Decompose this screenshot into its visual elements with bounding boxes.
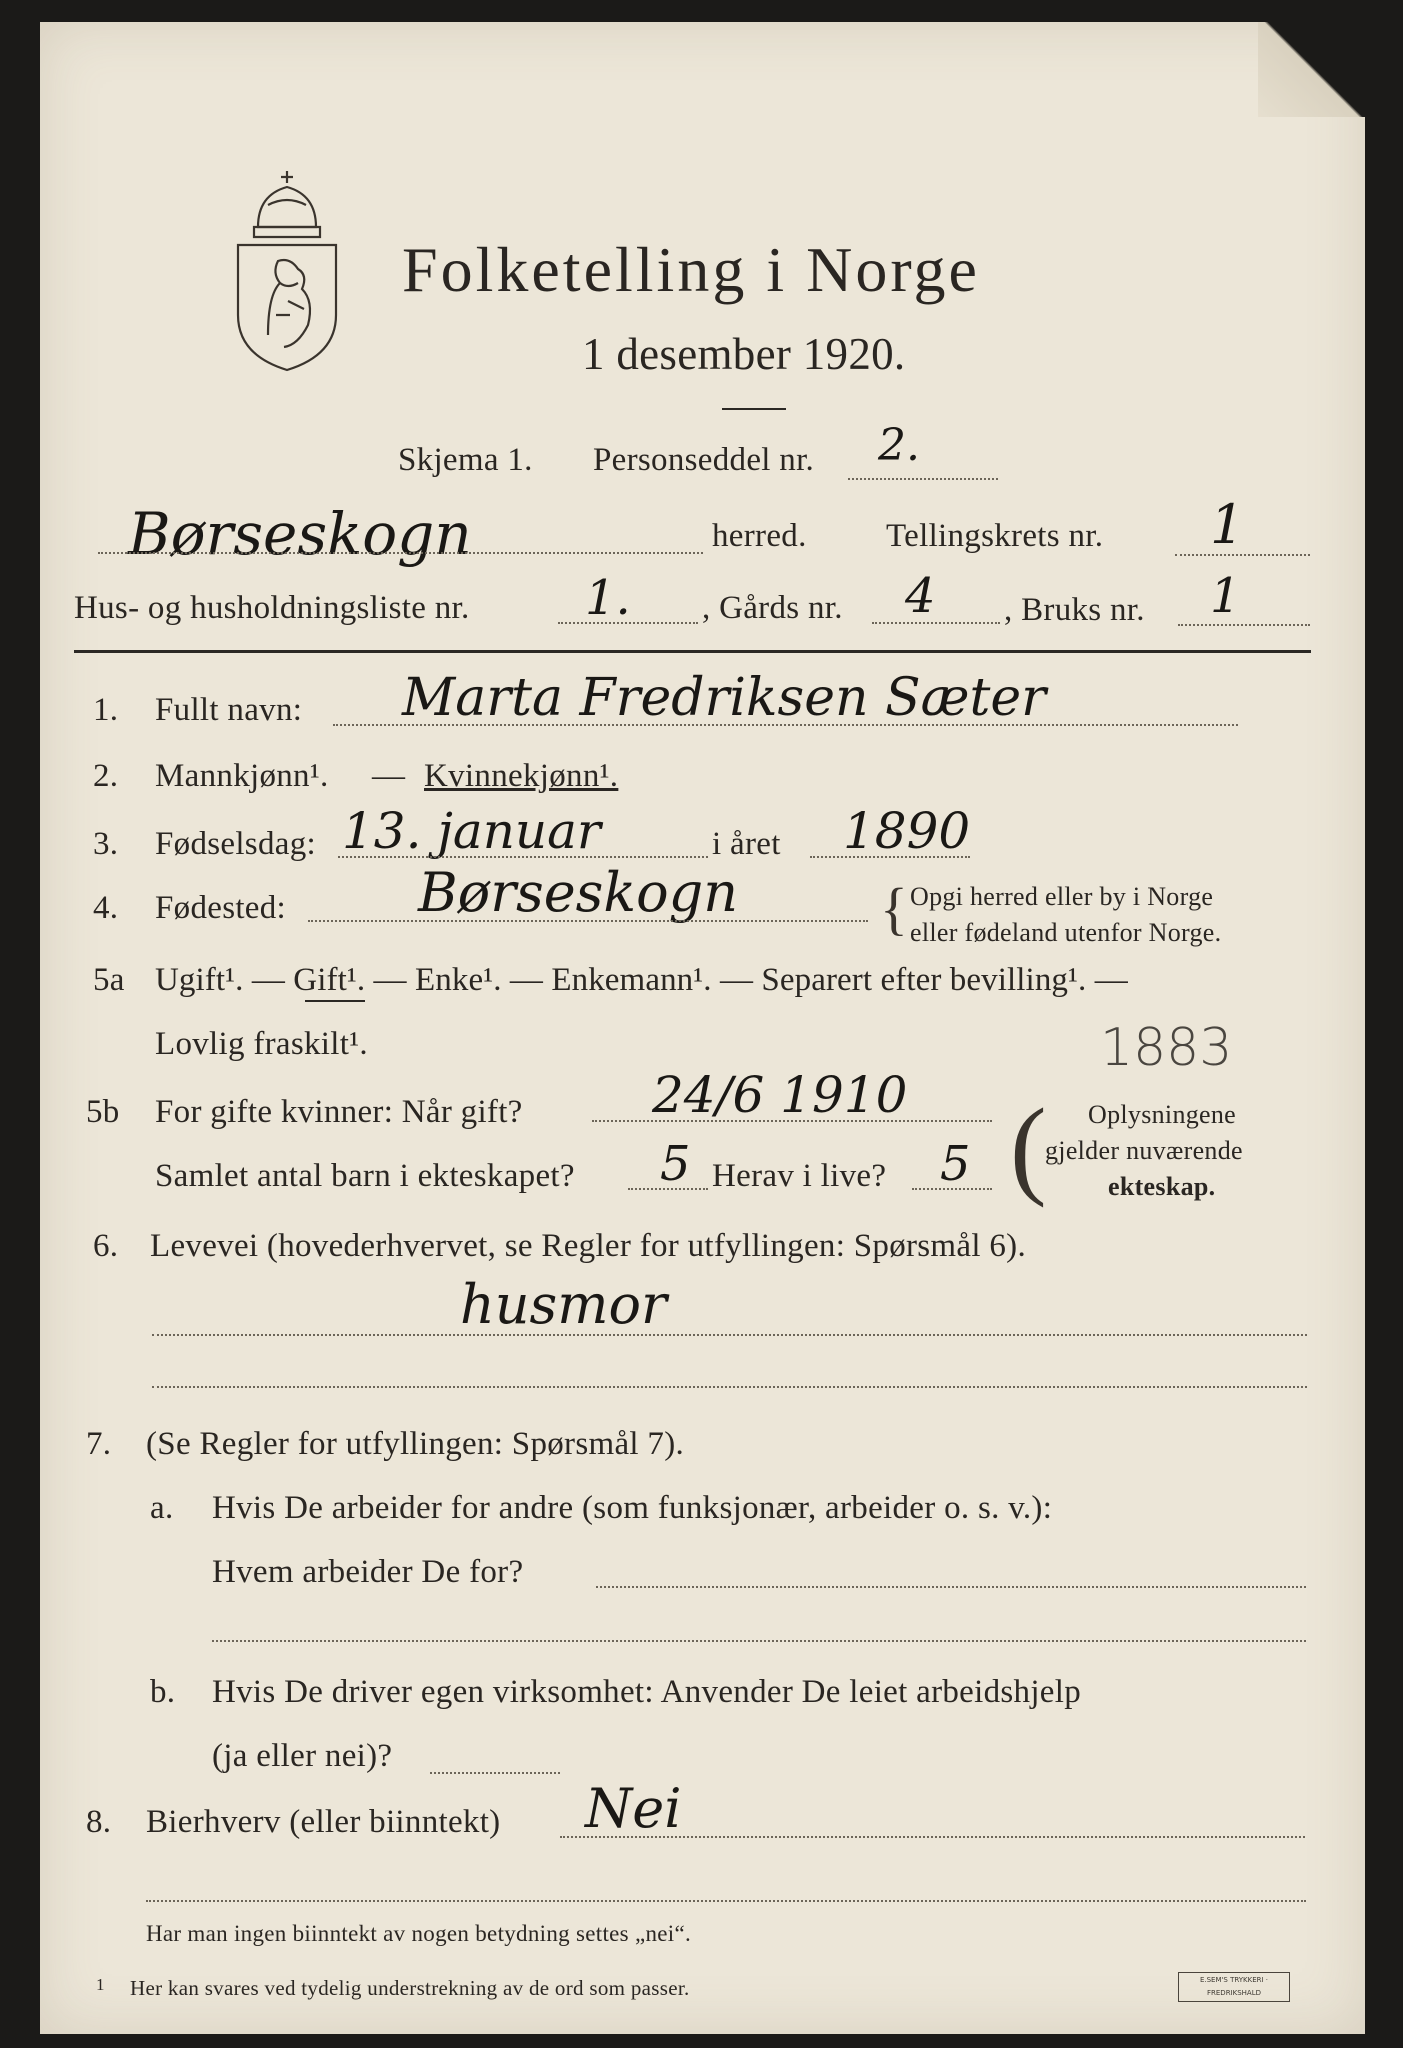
q7a-line2 [212,1640,1306,1642]
q6-number: 6. [93,1228,119,1264]
q1-full-name: Marta Fredriksen Sæter [402,668,1047,728]
q5b-paren: ( [1010,1086,1047,1208]
q6-label: Levevei (hovederhvervet, se Regler for utfyllingen: Spørsmål 6). [150,1228,1027,1264]
q2-male-option: Mannkjønn¹. [155,758,329,794]
q3-year-label: i året [712,826,781,862]
husliste-line [558,622,698,624]
q4-birthplace: Børseskogn [418,861,738,924]
bruks-value: 1 [1210,568,1241,624]
q7a-line1 [596,1586,1306,1588]
bruks-label: , Bruks nr. [1004,592,1145,628]
q8-line2 [146,1900,1306,1902]
q5b-note-line3: ekteskap. [1108,1172,1216,1201]
q7-label: (Se Regler for utfyllingen: Spørsmål 7). [146,1426,685,1462]
footnote-text: Her kan svares ved tydelig understrekning av de ord som passer. [130,1976,690,2000]
q7b-yes-no-label: (ja eller nei)? [212,1738,393,1774]
q2-female-option: Kvinnekjønn¹. [424,758,619,794]
q3-birth-year: 1890 [843,802,971,860]
q5b-alive-label: Herav i live? [712,1158,887,1194]
q3-birth-day: 13. januar [342,802,601,860]
q7a-question: Hvis De arbeider for andre (som funksjonær, arbeider o. s. v.): [212,1490,1053,1526]
q5b-children-label: Samlet antal barn i ekteskapet? [155,1158,575,1194]
q5b-note-line2: gjelder nuværende [1045,1136,1243,1165]
q3-year-line [810,856,970,858]
q5a-annotation: 1883 [1100,1018,1233,1078]
q3-number: 3. [93,826,119,862]
herred-line [98,552,703,554]
q1-number: 1. [93,692,119,728]
census-date: 1 desember 1920. [582,329,906,379]
q6-occupation: husmor [460,1273,667,1336]
footnote-number: 1 [96,1975,105,1994]
tellingskrets-line [1175,554,1310,556]
q5a-divorced-option: Lovlig fraskilt¹. [155,1026,368,1062]
form-title: Folketelling i Norge [402,234,980,305]
personseddel-label: Personseddel nr. [593,442,815,478]
gift-underline [305,1000,365,1002]
q7b-question: Hvis De driver egen virksomhet: Anvender De leiet arbeidshjelp [212,1674,1082,1710]
schema-label: Skjema 1. [398,442,533,478]
bruks-line [1178,624,1310,626]
husliste-value: 1. [585,570,631,626]
q2-separator: — [372,758,406,794]
q8-number: 8. [86,1804,112,1840]
q5b-married-line [592,1120,992,1122]
q5b-note-line1: Oplysningene [1088,1100,1237,1129]
tellingskrets-value: 1 [1210,493,1245,556]
q7b-letter: b. [150,1674,176,1710]
personseddel-value: 2. [878,420,920,471]
q2-number: 2. [93,758,119,794]
printer-stamp: E.SEM'S TRYKKERI · FREDRIKSHALD [1178,1972,1290,2002]
q3-label: Fødselsdag: [155,826,316,862]
title-divider [722,408,786,410]
q5b-children-line [628,1188,708,1190]
q4-note-line2: eller fødeland utenfor Norge. [910,918,1222,947]
q4-brace: { [880,876,909,941]
q3-day-line [338,856,708,858]
q6-line1 [152,1334,1307,1336]
q8-side-income: Nei [585,1777,682,1840]
husliste-label: Hus- og husholdningsliste nr. [74,590,470,626]
footer-note: Har man ingen biinntekt av nogen betydning settes „nei“. [146,1921,692,1946]
gards-value: 4 [905,568,936,624]
norwegian-coat-of-arms-icon [228,165,346,375]
q5a-status-options: Ugift¹. — Gift¹. — Enke¹. — Enkemann¹. — Separert efter bevilling¹. — [155,962,1128,998]
q5b-alive-line [912,1188,992,1190]
header-section-divider [74,650,1311,653]
q7-number: 7. [86,1426,112,1462]
folded-corner [1258,22,1365,117]
q5b-alive-count: 5 [940,1136,971,1192]
herred-label: herred. [712,518,807,554]
q7a-letter: a. [150,1490,174,1526]
q5b-marriage-date: 24/6 1910 [652,1066,908,1124]
gards-line [872,622,1000,624]
q5b-number: 5b [86,1094,120,1130]
q8-line1 [560,1836,1305,1838]
q5a-number: 5a [93,962,125,998]
q4-note-line1: Opgi herred eller by i Norge [910,882,1214,911]
q8-label: Bierhverv (eller biinntekt) [146,1804,501,1840]
q4-number: 4. [93,890,119,926]
personseddel-line [848,478,998,480]
gards-label: , Gårds nr. [702,590,843,626]
q7b-line [430,1772,560,1774]
herred-value: Børseskogn [128,500,472,568]
tellingskrets-label: Tellingskrets nr. [886,518,1104,554]
q6-line2 [152,1386,1307,1388]
q5b-children-count: 5 [660,1136,691,1192]
q4-line [308,920,868,922]
q4-label: Fødested: [155,890,287,926]
q7a-employer-label: Hvem arbeider De for? [212,1554,524,1590]
q1-label: Fullt navn: [155,692,303,728]
q1-line [333,724,1238,726]
q5b-label: For gifte kvinner: Når gift? [155,1094,523,1130]
